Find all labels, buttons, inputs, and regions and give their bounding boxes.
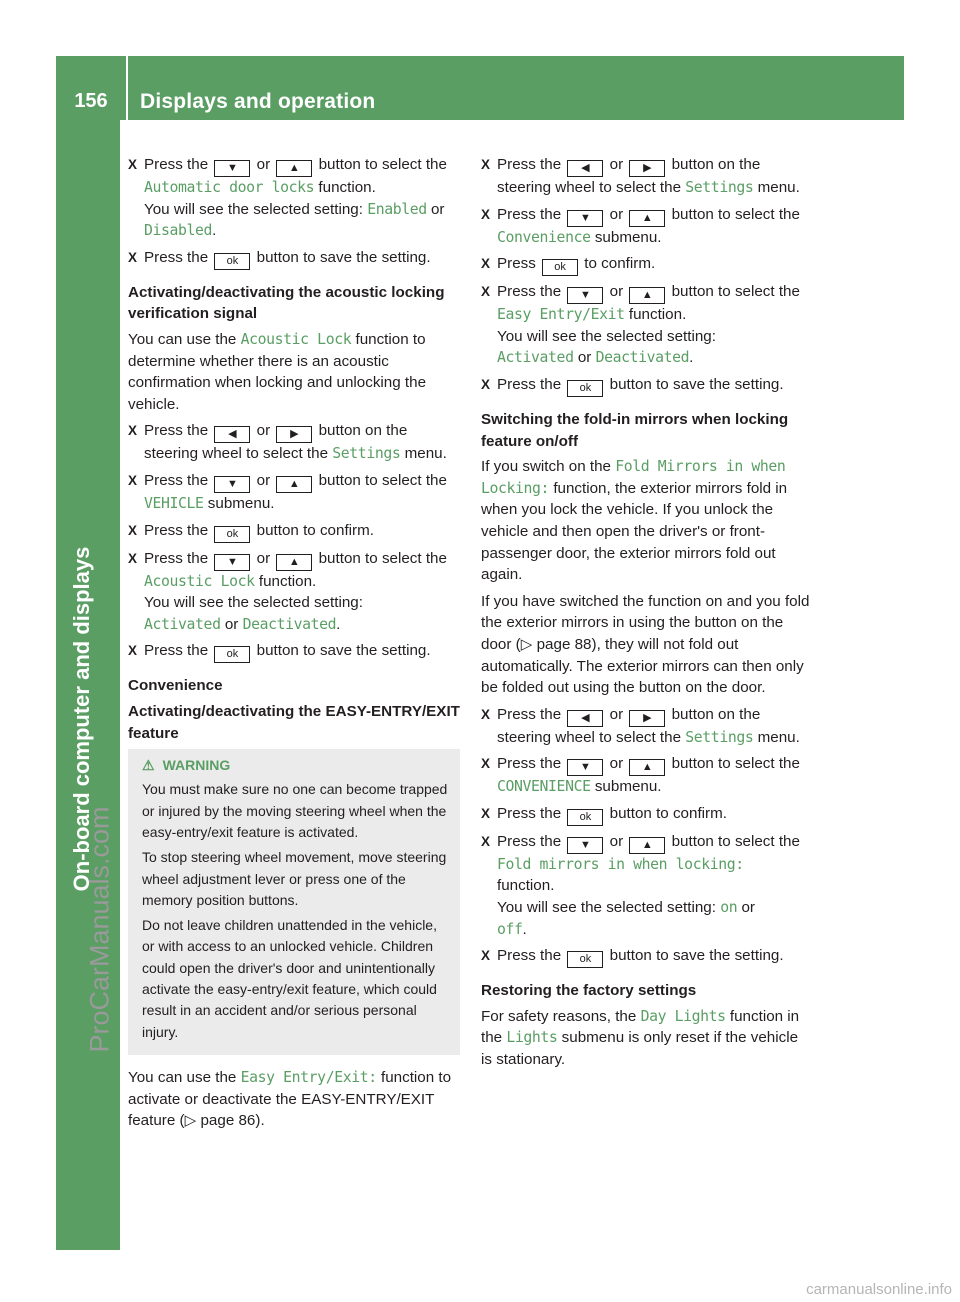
left-arrow-key-icon: ◀ [567,160,603,177]
down-arrow-key-icon: ▼ [214,476,250,493]
section-heading: Activating/deactivating the acoustic locking verification signal [128,283,445,323]
step: X Press the ok button to save the setting. [481,374,813,397]
section-heading: Restoring the factory settings [481,982,697,1000]
right-column [481,154,813,1076]
step: X Press the ▼ or ▲ button to select the VEHICLE submenu. [128,470,460,515]
ok-key-icon: ok [214,646,250,663]
left-arrow-key-icon: ◀ [214,426,250,443]
step: X Press the ▼ or ▲ button to select the Acoustic Lock function. You will see the selected setting: Activated or Deactivated. [128,548,460,636]
step: X Press the ▼ or ▲ button to select the Easy Entry/Exit function. You will see the selected setting: Activated or Deactivated. [481,281,813,369]
left-arrow-key-icon: ◀ [567,710,603,727]
page-header [56,56,904,120]
display-code: Disabled [144,222,213,240]
step: X Press the ◀ or ▶ button on the steering wheel to select the Settings menu. [128,420,460,465]
down-arrow-key-icon: ▼ [214,554,250,571]
section-heading: Activating/deactivating the EASY-ENTRY/EXIT feature [128,702,460,742]
ok-key-icon: ok [542,259,578,276]
step: X Press the ok button to confirm. [481,803,813,826]
paragraph: You can use the Acoustic Lock function to determine whether there is an acoustic confirmation when locking and unlocking the vehicle. [128,330,427,413]
right-arrow-key-icon: ▶ [629,160,665,177]
section-title: On-board computer and displays [69,546,94,892]
paragraph: You can use the Easy Entry/Exit: function to activate or deactivate the EASY-ENTRY/EXIT feature (▷ page 86). [128,1068,452,1130]
paragraph: If you switch on the Fold Mirrors in when Locking: function, the exterior mirrors fold in when you lock the vehicle. If you unlock the vehicle and then open the driver's or front-passenger door, the exterior mirrors fold out again. [481,458,788,584]
step: X Press the ▼ or ▲ button to select the CONVENIENCE submenu. [481,753,813,798]
down-arrow-key-icon: ▼ [567,287,603,304]
step: X Press the ok button to confirm. [128,520,460,543]
page-ref-icon: ▷ [520,635,533,653]
up-arrow-key-icon: ▲ [276,160,312,177]
ok-key-icon: ok [214,253,250,270]
step: X Press ok to confirm. [481,253,813,276]
step: X Press the ◀ or ▶ button on the steering wheel to select the Settings menu. [481,704,813,749]
down-arrow-key-icon: ▼ [567,210,603,227]
down-arrow-key-icon: ▼ [214,160,250,177]
section-heading: Convenience [128,677,223,695]
up-arrow-key-icon: ▲ [629,759,665,776]
up-arrow-key-icon: ▲ [629,210,665,227]
page-number: 156 [74,90,108,112]
section-heading: Switching the fold-in mirrors when locking feature on/off [481,410,789,450]
ok-key-icon: ok [214,526,250,543]
warning-triangle-icon: ⚠ [142,757,155,774]
step: X Press the ok button to save the setting. [481,945,813,968]
paragraph: If you have switched the function on and you fold the exterior mirrors in using the button on the door (▷ page 88), they will not fold out automatically. The exterior mirrors can then only be folded out using the button on the door. [481,592,810,697]
ok-key-icon: ok [567,809,603,826]
display-code: Automatic door locks [144,179,315,196]
down-arrow-key-icon: ▼ [567,837,603,854]
step: X Press the ▼ or ▲ button to select the Fold mirrors in when locking: function. You will see the selected setting: on or off. [481,831,813,940]
right-arrow-key-icon: ▶ [276,426,312,443]
paragraph: For safety reasons, the Day Lights function in the Lights submenu is only reset if the vehicle is stationary. [481,1007,800,1069]
up-arrow-key-icon: ▲ [629,287,665,304]
up-arrow-key-icon: ▲ [629,837,665,854]
header-divider [126,56,128,120]
display-code: Enabled [367,200,427,218]
page-title: Displays and operation [140,90,376,113]
step: X Press the ▼ or ▲ button to select the Automatic door locks function. You will see the selected setting: Enabled or Disabled. [128,154,460,242]
warning-title: ⚠ WARNING [136,755,452,776]
up-arrow-key-icon: ▲ [276,554,312,571]
ok-key-icon: ok [567,951,603,968]
ok-key-icon: ok [567,380,603,397]
step: X Press the ok button to save the setting. [128,640,460,663]
down-arrow-key-icon: ▼ [567,759,603,776]
up-arrow-key-icon: ▲ [276,476,312,493]
step: X Press the ok button to save the setting. [128,247,460,270]
side-watermark: ProCarManuals.com [84,806,115,1053]
warning-box: ⚠ WARNING You must make sure no one can become trapped or injured by the moving steering wheel when the easy-entry/exit feature is activated. To stop steering wheel movement, move steering wheel adjustment lever or press one of the memory position buttons. Do not leave children unattended in the vehicle, or with access to an unlocked vehicle. Children could open the driver's door and unintentionally activate the easy-entry/exit feature, which could result in an accident and/or serious personal injury. [128,749,460,1055]
step: X Press the ▼ or ▲ button to select the Convenience submenu. [481,204,813,249]
left-column [128,154,460,1137]
page-ref-icon: ▷ [184,1112,197,1130]
right-arrow-key-icon: ▶ [629,710,665,727]
step: X Press the ◀ or ▶ button on the steering wheel to select the Settings menu. [481,154,813,199]
bottom-watermark: carmanualsonline.info [806,1281,952,1298]
